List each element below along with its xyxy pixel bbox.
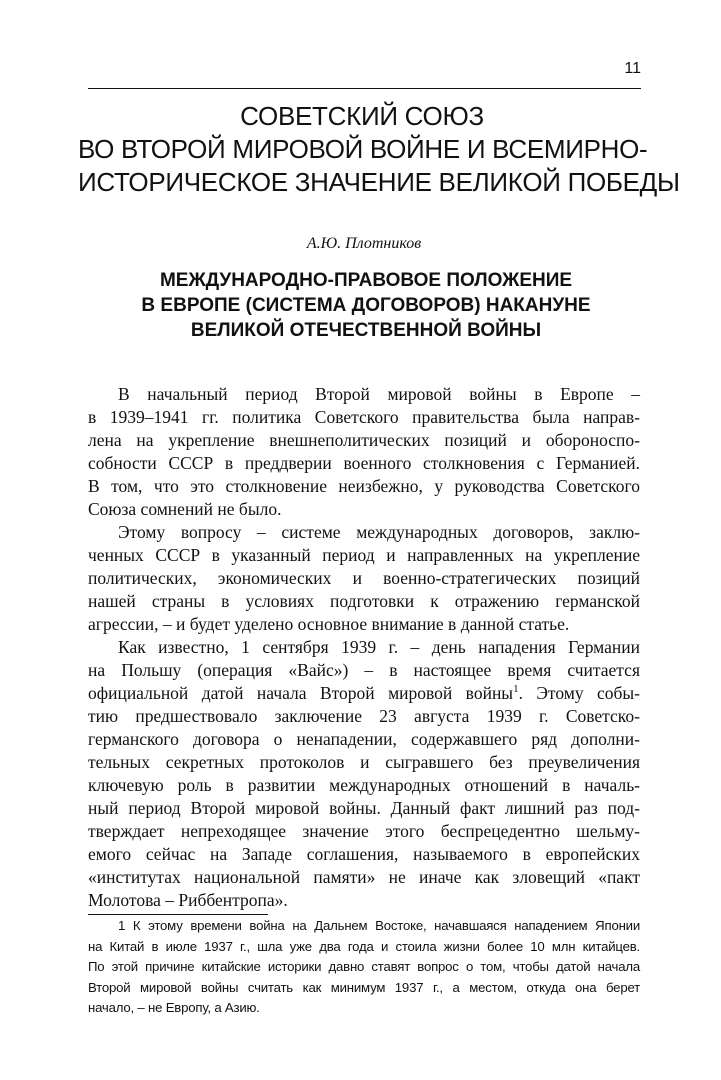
section-title-line: ВО ВТОРОЙ МИРОВОЙ ВОЙНЕ И ВСЕМИРНО- [78,134,648,164]
body-line: ченных СССР в указанный период и направленных на укрепление [88,545,640,565]
article-title-line: В ЕВРОПЕ (СИСТЕМА ДОГОВОРОВ) НАКАНУНЕ [141,295,591,316]
body-line: на Польшу (операция «Вайс») – в настоящее время считается [88,660,640,680]
body-line: «институтах национальной памяти» не иначе как зловещий «пакт [88,867,640,887]
footnote-line: Второй мировой войны считать как минимум 1937 г., а местом, откуда она берет [88,979,640,995]
footnote-rule [88,914,268,915]
body-line: политических, экономических и военно-стратегических позиций [88,568,640,588]
page-number: 11 [624,60,641,77]
footnote-marker: 1 [118,918,126,933]
footnote-text: К этому времени война на Дальнем Востоке, начавшаяся нападением Японии [132,918,640,933]
body-line: ключевую роль в развитии международных отношений в началь- [88,775,640,795]
header-rule [88,88,641,89]
body-line: германского договора о ненападении, содержавшего ряд дополни- [88,729,640,749]
footnote-reference[interactable]: 1 [513,683,519,696]
body-line: ный период Второй мировой войны. Данный факт лишний раз под- [88,798,640,818]
body-line-with-footnote [88,682,640,705]
body-line-tail: . Этому собы- [518,683,641,703]
footnote-line: на Китай в июле 1937 г., шла уже два года и стоила жизни более 10 млн китайцев. [88,938,640,954]
section-title [78,100,680,199]
body-line: тверждает непреходящее значение этого беспрецедентно шельму- [88,821,640,841]
body-line: лена на укрепление внешнеполитических позиций и обороноспо- [88,430,640,450]
footnote [88,916,640,1019]
body-line: тельных секретных протоколов и сыгравшего без преувеличения [88,752,640,772]
body-line: тию предшествовало заключение 23 августа 1939 г. Советско- [88,706,640,726]
article-title [96,268,636,343]
footnote-line: начало, – не Европу, а Азию. [88,1000,260,1015]
footnote-line: По этой причине китайские историки давно ставят вопрос о том, чтобы датой начала [88,959,640,974]
body-line: Союза сомнений не было. [88,499,282,519]
body-line: Молотова – Риббентропа». [88,890,288,910]
body-line: в 1939–1941 гг. политика Советского правительства была направ- [88,407,640,427]
body-line-text: официальной датой начала Второй мировой войны [88,683,514,703]
body-line: В начальный период Второй мировой войны в Европе – [118,384,640,404]
body-line: агрессии, – и будет уделено основное внимание в данной статье. [88,614,570,634]
article-title-line: МЕЖДУНАРОДНО-ПРАВОВОЕ ПОЛОЖЕНИЕ [159,270,573,291]
body-line: собности СССР в преддверии военного столкновения с Германией. [88,453,640,473]
body-line: Этому вопросу – системе международных договоров, заклю- [118,522,640,542]
article-title-line: ВЕЛИКОЙ ОТЕЧЕСТВЕННОЙ ВОЙНЫ [190,320,542,341]
body-line: емого сейчас на Западе соглашения, называемого в европейских [88,844,640,864]
body-line: В том, что это столкновение неизбежно, у руководства Советского [88,476,640,496]
section-title-line: ИСТОРИЧЕСКОЕ ЗНАЧЕНИЕ ВЕЛИКОЙ ПОБЕДЫ [78,167,680,197]
body-line: нашей страны в условиях подготовки к отражению германской [88,591,640,611]
body-line: Как известно, 1 сентября 1939 г. – день нападения Германии [118,637,640,657]
article-body [88,383,640,912]
article-author: А.Ю. Плотников [306,235,422,252]
section-title-line: СОВЕТСКИЙ СОЮЗ [240,101,484,131]
footnote-line [88,916,640,937]
